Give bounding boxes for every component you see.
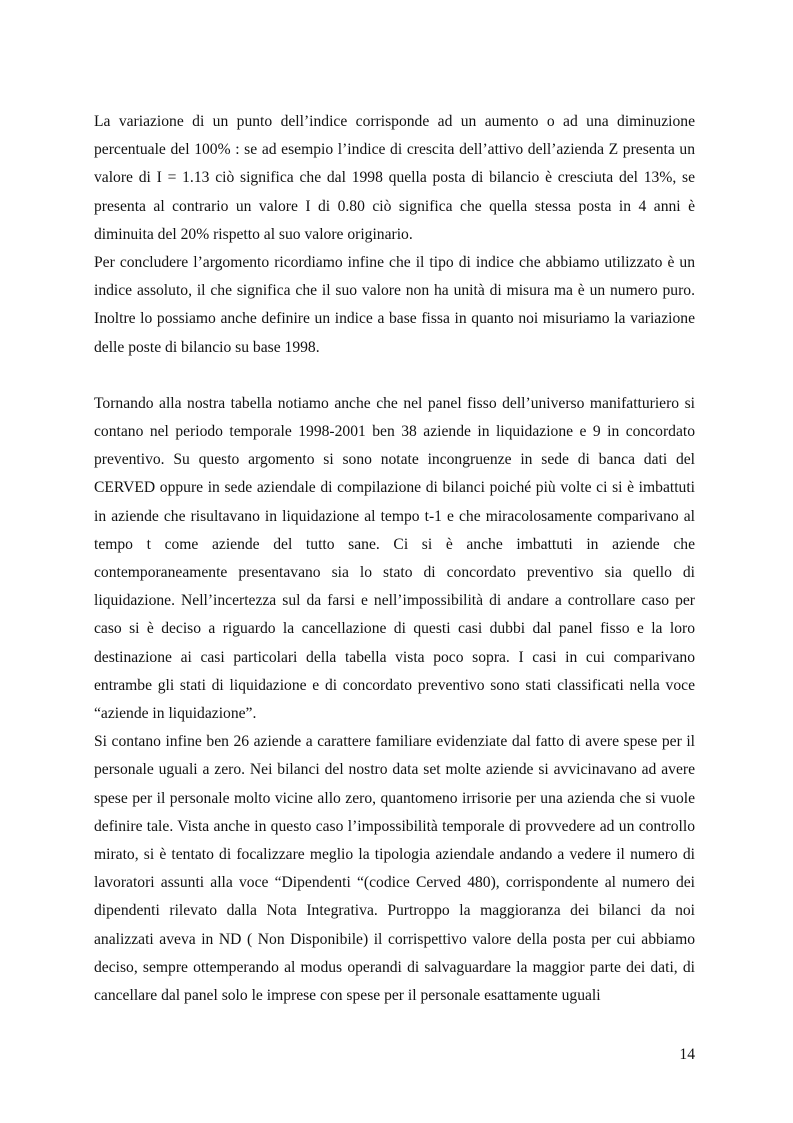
page-body <box>94 108 695 1010</box>
paragraph-liquidation: Tornando alla nostra tabella notiamo anche che nel panel fisso dell’universo manifatturiero si contano nel periodo temporale 1998-2001 ben 38 aziende in liquidazione e 9 in concordato preventivo. Su questo argomento si sono notate incongruenze in sede di banca dati del CERVED oppure in sede aziendale di compilazione di bilanci poiché più volte ci si è imbattuti in aziende che risultavano in liquidazione al tempo t-1 e che miracolosamente comparivano al tempo t come aziende del tutto sane. Ci si è anche imbattuti in aziende che contemporaneamente presentavano sia lo stato di concordato preventivo sia quello di liquidazione. Nell’incertezza sul da farsi e nell’impossibilità di andare a controllare caso per caso si è deciso a riguardo la cancellazione di questi casi dubbi dal panel fisso e la loro destinazione ai casi particolari della tabella vista poco sopra. I casi in cui comparivano entrambe gli stati di liquidazione e di concordato preventivo sono stati classificati nella voce “aziende in liquidazione”. <box>94 394 695 723</box>
page-number: 14 <box>679 1046 695 1063</box>
paragraph-index-variation: La variazione di un punto dell’indice corrisponde ad un aumento o ad una diminuzione percentuale del 100% : se ad esempio l’indice di crescita dell’attivo dell’azienda Z presenta un valore di I = 1.13 ciò significa che dal 1998 quella posta di bilancio è cresciuta del 13%, se presenta al contrario un valore I di 0.80 ciò significa che quella stessa posta in 4 anni è diminuita del 20% rispetto al suo valore originario. <box>94 113 695 243</box>
paragraph-index-type: Per concludere l’argomento ricordiamo infine che il tipo di indice che abbiamo utilizzato è un indice assoluto, il che significa che il suo valore non ha unità di misura ma è un numero puro. Inoltre lo possiamo anche definire un indice a base fissa in quanto noi misuriamo la variazione delle poste di bilancio su base 1998. <box>94 254 695 356</box>
paragraph-gap <box>94 362 695 390</box>
paragraph-family-firms: Si contano infine ben 26 aziende a carattere familiare evidenziate dal fatto di avere spese per il personale uguali a zero. Nei bilanci del nostro data set molte aziende si avvicinavano ad avere spese per il personale molto vicine allo zero, quantomeno irrisorie per una azienda che si vuole definire tale. Vista anche in questo caso l’impossibilità temporale di provvedere ad un controllo mirato, si è tentato di focalizzare meglio la tipologia aziendale andando a vedere il numero di lavoratori assunti alla voce “Dipendenti “(codice Cerved 480), corrispondente al numero dei dipendenti rilevato dalla Nota Integrativa. Purtroppo la maggioranza dei bilanci da noi analizzati aveva in ND ( Non Disponibile) il corrispettivo valore della posta per cui abbiamo deciso, sempre ottemperando al modus operandi di salvaguardare la maggior parte dei dati, di cancellare dal panel solo le imprese con spese per il personale esattamente uguali <box>94 733 695 1005</box>
